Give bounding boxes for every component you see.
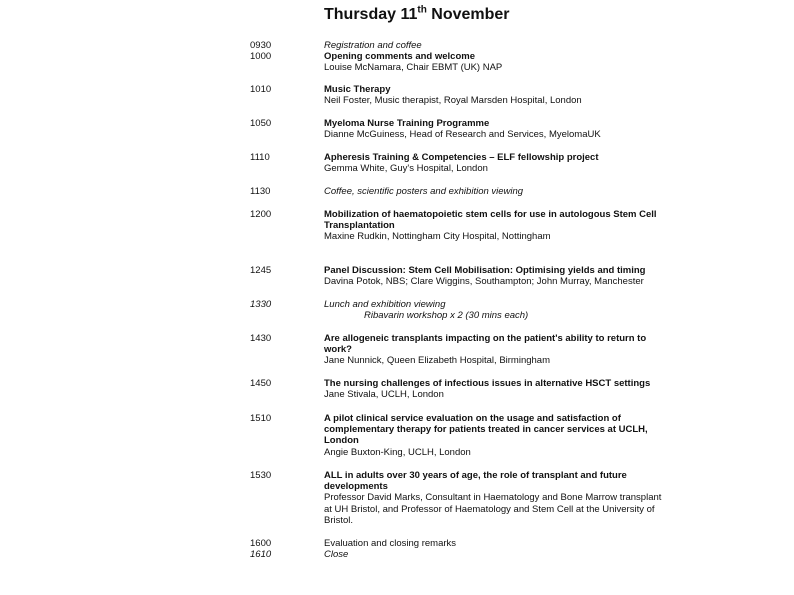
entry-time: 1050 [250,118,272,129]
entry-subtitle: Ribavarin workshop x 2 (30 mins each) [364,310,529,322]
entry-title: Evaluation and closing remarks [324,538,457,549]
entry-speaker: Jane Stivala, UCLH, London [324,389,444,401]
entry-title: Apheresis Training & Competencies – ELF fellowship project [324,152,599,163]
entry-title: Lunch and exhibition viewing [324,299,446,310]
entry-title: Coffee, scientific posters and exhibition viewing [324,186,524,197]
entry-title: A pilot clinical service evaluation on the usage and satisfaction of [324,413,621,424]
entry-title-cont: developments [324,481,388,493]
entry-time: 0930 [250,40,272,51]
entry-title: Panel Discussion: Stem Cell Mobilisation: Optimising yields and timing [324,265,646,276]
entry-time: 1130 [250,186,271,197]
entry-speaker: Angie Buxton-King, UCLH, London [324,446,471,458]
entry-time: 1610 [250,549,272,560]
entry-time: 1200 [250,209,272,220]
entry-title-cont: complementary therapy for patients treated in cancer services at UCLH, [324,424,648,436]
entry-time: 1000 [250,51,272,62]
entry-title: Myeloma Nurse Training Programme [324,118,490,129]
entry-speaker: Dianne McGuiness, Head of Research and Services, MyelomaUK [324,129,601,141]
entry-title: Mobilization of haematopoietic stem cells for use in autologous Stem Cell [324,209,657,220]
entry-title: Opening comments and welcome [324,51,475,62]
entry-time: 1330 [250,299,272,310]
entry-time: 1600 [250,538,272,549]
entry-speaker-cont: at UH Bristol, and Professor of Haematology and Stem Cell at the University of [324,503,655,515]
entry-speaker: Louise McNamara, Chair EBMT (UK) NAP [324,62,503,74]
entry-time: 1510 [250,413,272,424]
entry-speaker: Neil Foster, Music therapist, Royal Marsden Hospital, London [324,95,582,107]
entry-time: 1245 [250,265,272,276]
entry-time: 1430 [250,333,272,344]
entry-time: 1110 [250,152,270,163]
entry-speaker: Gemma White, Guy's Hospital, London [324,163,488,175]
entry-speaker: Professor David Marks, Consultant in Haematology and Bone Marrow transplant [324,492,662,504]
entry-speaker-cont: Bristol. [324,514,354,526]
entry-title-cont: work? [324,344,352,356]
entry-title: Close [324,549,349,560]
entry-speaker: Maxine Rudkin, Nottingham City Hospital, Nottingham [324,231,551,243]
entry-time: 1450 [250,378,272,389]
page-title: Thursday 11th November [324,4,510,23]
entry-title-cont: London [324,435,359,447]
entry-title: Music Therapy [324,84,391,95]
entry-title: Registration and coffee [324,40,422,51]
entry-title-cont: Transplantation [324,220,395,232]
entry-title: The nursing challenges of infectious issues in alternative HSCT settings [324,378,651,389]
entry-title: Are allogeneic transplants impacting on the patient's ability to return to [324,333,647,344]
entry-speaker: Jane Nunnick, Queen Elizabeth Hospital, Birmingham [324,355,551,367]
entry-speaker: Davina Potok, NBS; Clare Wiggins, Southampton; John Murray, Manchester [324,276,644,288]
entry-time: 1530 [250,470,272,481]
entry-title: ALL in adults over 30 years of age, the role of transplant and future [324,470,627,481]
entry-time: 1010 [250,84,272,95]
